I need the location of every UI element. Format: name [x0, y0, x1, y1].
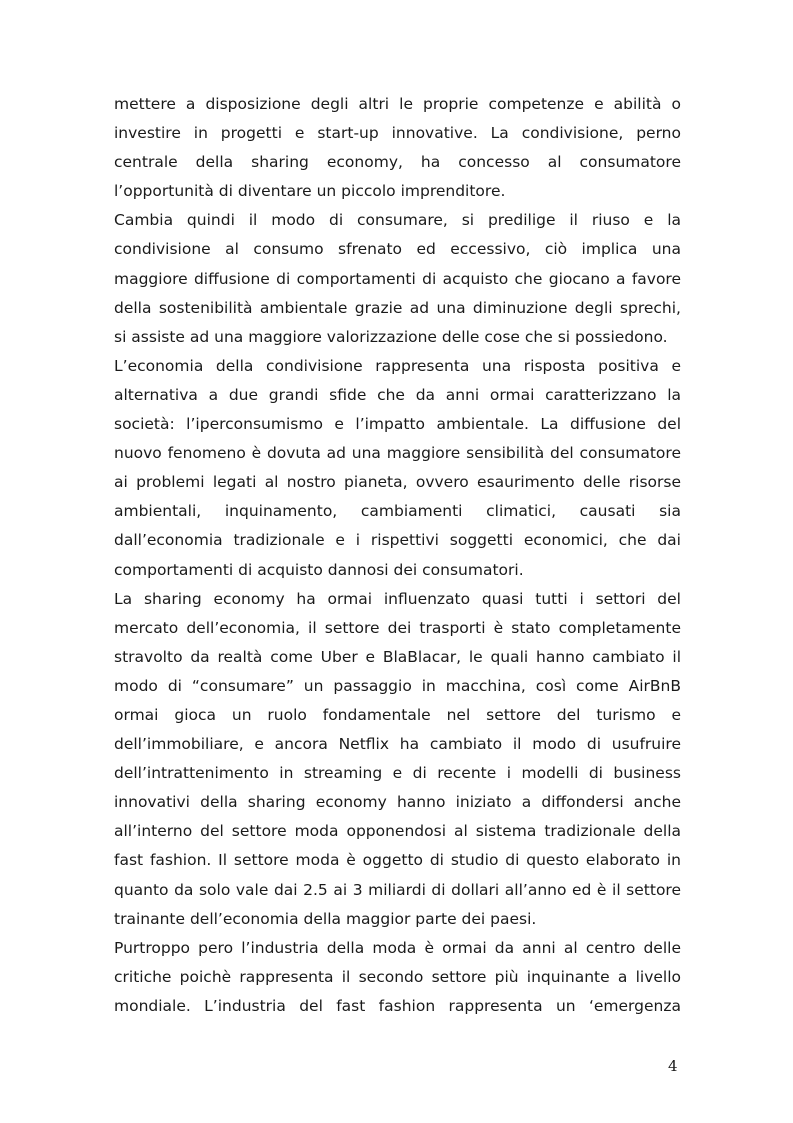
text-line: ambientali, inquinamento, cambiamenti climatici, causati sia	[114, 502, 681, 521]
text-line: dall’economia tradizionale e i rispettivi soggetti economici, che dai	[114, 531, 681, 550]
text-line: mettere a disposizione degli altri le proprie competenze e abilità o	[114, 95, 681, 113]
text-line: modo di “consumare” un passaggio in macchina, così come AirBnB	[114, 676, 681, 695]
text-line: Cambia quindi il modo di consumare, si predilige il riuso e la	[114, 211, 681, 230]
text-line: nuovo fenomeno è dovuta ad una maggiore sensibilità del consumatore	[114, 444, 681, 463]
text-line: Purtroppo pero l’industria della moda è ormai da anni al centro delle	[114, 938, 681, 957]
text-line: all’interno del settore moda opponendosi al sistema tradizionale della	[114, 822, 681, 841]
text-line: ormai gioca un ruolo fondamentale nel settore del turismo e	[114, 705, 681, 724]
text-line: mondiale. L’industria del fast fashion rappresenta un ‘emergenza	[114, 996, 681, 1015]
text-line: dell’intrattenimento in streaming e di recente i modelli di business	[114, 764, 681, 783]
text-line: quanto da solo vale dai 2.5 ai 3 miliardi di dollari all’anno ed è il settore	[114, 880, 681, 899]
text-line: fast fashion. Il settore moda è oggetto di studio di questo elaborato in	[114, 851, 681, 870]
text-line: comportamenti di acquisto dannosi dei consumatori.	[114, 560, 524, 579]
text-line: innovativi della sharing economy hanno iniziato a diffondersi anche	[114, 793, 681, 812]
text-line: investire in progetti e start-up innovative. La condivisione, perno	[114, 124, 681, 143]
text-line: maggiore diffusione di comportamenti di acquisto che giocano a favore	[114, 269, 681, 288]
text-line: l’opportunità di diventare un piccolo imprenditore.	[114, 182, 506, 201]
text-line: mercato dell’economia, il settore dei trasporti è stato completamente	[114, 618, 681, 637]
text-line: L’economia della condivisione rappresenta una risposta positiva e	[114, 356, 681, 375]
page-number: 4	[668, 1057, 678, 1075]
text-line: centrale della sharing economy, ha concesso al consumatore	[114, 153, 681, 172]
text-line: La sharing economy ha ormai influenzato quasi tutti i settori del	[114, 589, 681, 608]
text-line: dell’immobiliare, e ancora Netflix ha cambiato il modo di usufruire	[114, 735, 681, 754]
text-line: alternativa a due grandi sfide che da anni ormai caratterizzano la	[114, 385, 681, 404]
text-line: stravolto da realtà come Uber e BlaBlacar, le quali hanno cambiato il	[114, 647, 681, 666]
text-line: società: l’iperconsumismo e l’impatto ambientale. La diffusione del	[114, 415, 681, 434]
text-line: critiche poichè rappresenta il secondo settore più inquinante a livello	[114, 967, 681, 986]
text-line: trainante dell’economia della maggior parte dei paesi.	[114, 909, 537, 928]
body-text	[114, 90, 681, 1021]
text-line: condivisione al consumo sfrenato ed eccessivo, ciò implica una	[114, 240, 681, 259]
text-line: della sostenibilità ambientale grazie ad una diminuzione degli sprechi,	[114, 298, 681, 317]
text-line: si assiste ad una maggiore valorizzazione delle cose che si possiedono.	[114, 327, 668, 346]
text-line: ai problemi legati al nostro pianeta, ovvero esaurimento delle risorse	[114, 473, 681, 492]
